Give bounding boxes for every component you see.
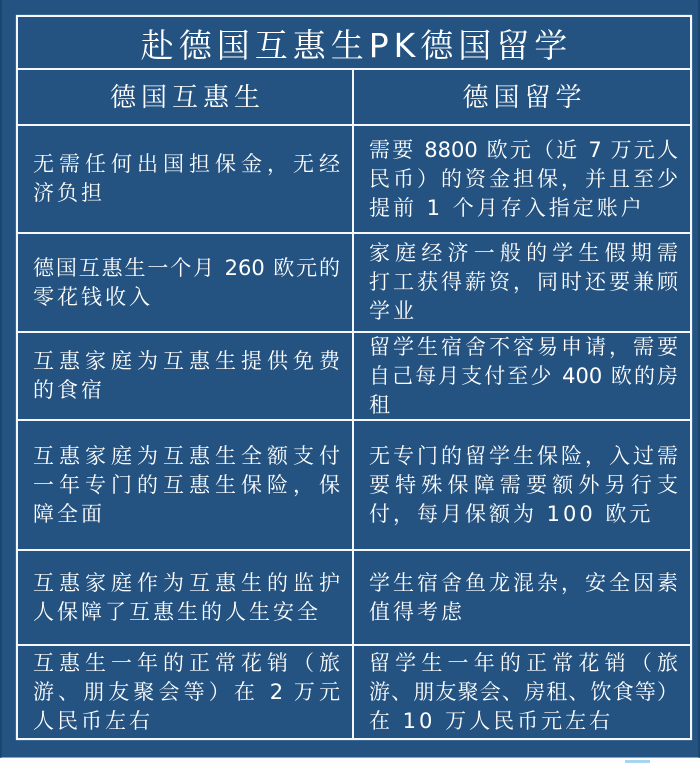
cell-text-line: 互惠家庭为互惠生提供免费 bbox=[33, 349, 340, 373]
cell-text-line: 人保障了互惠生的人生安全 bbox=[33, 599, 321, 624]
header-au-pair: 德国互惠生 bbox=[18, 70, 354, 124]
cell-text-line: 障全面 bbox=[33, 501, 105, 526]
cell-text-line: 要特殊保障需要额外另行支 bbox=[369, 472, 678, 497]
table-row bbox=[18, 421, 690, 551]
cell-text-line: 无需任何出国担保金，无经 bbox=[33, 152, 340, 176]
cell-text-line: 学业 bbox=[369, 299, 417, 323]
cell-text-line: 互惠家庭作为互惠生的监护 bbox=[33, 570, 340, 595]
cell-text-line: 人民币左右 bbox=[33, 708, 153, 733]
au-pair-cell bbox=[18, 551, 354, 644]
au-pair-cell bbox=[18, 646, 354, 738]
table-row bbox=[18, 234, 690, 333]
cell-text-line: 游、朋友聚会等）在 2 万元 bbox=[33, 679, 340, 704]
study-abroad-cell bbox=[354, 551, 690, 644]
study-abroad-cell bbox=[354, 126, 690, 232]
cell-text-line: 付，每月保额为 100 欧元 bbox=[369, 501, 654, 526]
cell-text-line: 租 bbox=[369, 392, 393, 417]
cell-text-line: 自己每月支付至少 400 欧的房 bbox=[369, 363, 678, 388]
cell-text-line: 家庭经济一般的学生假期需 bbox=[369, 241, 678, 265]
cell-text-line: 一年专门的互惠生保险，保 bbox=[33, 472, 340, 497]
table-title: 赴德国互惠生PK德国留学 bbox=[18, 17, 690, 70]
cell-text-line: 在 10 万人民币元左右 bbox=[369, 708, 614, 733]
au-pair-cell bbox=[18, 421, 354, 549]
header-study-abroad: 德国留学 bbox=[462, 82, 587, 113]
comparison-table bbox=[16, 15, 692, 740]
cell-text-line: 留学生宿舍不容易申请，需要 bbox=[369, 334, 678, 359]
cell-text-line: 无专门的留学生保险，入过需 bbox=[369, 443, 678, 468]
table-header-row bbox=[18, 70, 690, 126]
table-row bbox=[18, 126, 690, 234]
cell-text-line: 的食宿 bbox=[33, 378, 105, 402]
table-row bbox=[18, 646, 690, 738]
cell-text-line: 值得考虑 bbox=[369, 599, 465, 624]
cell-text-line: 留学生一年的正常花销（旅 bbox=[369, 650, 678, 675]
study-abroad-cell bbox=[354, 234, 690, 331]
cell-text-line: 互惠家庭为互惠生全额支付 bbox=[33, 443, 340, 468]
cell-text-line: 互惠生一年的正常花销（旅 bbox=[33, 650, 340, 675]
cell-text-line: 零花钱收入 bbox=[33, 284, 153, 309]
table-row bbox=[18, 551, 690, 646]
table-row bbox=[18, 333, 690, 421]
study-abroad-cell bbox=[354, 421, 690, 549]
cell-text-line: 济负担 bbox=[33, 181, 105, 205]
cell-text-line: 提前 1 个月存入指定账户 bbox=[369, 195, 645, 220]
study-abroad-cell bbox=[354, 333, 690, 419]
cell-text-line: 打工获得薪资，同时还要兼顾 bbox=[369, 270, 678, 294]
cell-text-line: 学生宿舍鱼龙混杂，安全因素 bbox=[369, 570, 678, 595]
au-pair-cell bbox=[18, 126, 354, 232]
au-pair-cell bbox=[18, 333, 354, 419]
au-pair-cell bbox=[18, 234, 354, 331]
study-abroad-cell bbox=[354, 646, 690, 738]
cell-text-line: 需要 8800 欧元（近 7 万元人 bbox=[369, 137, 678, 162]
cell-text-line: 游、朋友聚会、房租、饮食等） bbox=[369, 679, 678, 704]
cell-text-line: 德国互惠生一个月 260 欧元的 bbox=[33, 255, 340, 280]
cell-text-line: 民币）的资金担保，并且至少 bbox=[369, 166, 678, 191]
